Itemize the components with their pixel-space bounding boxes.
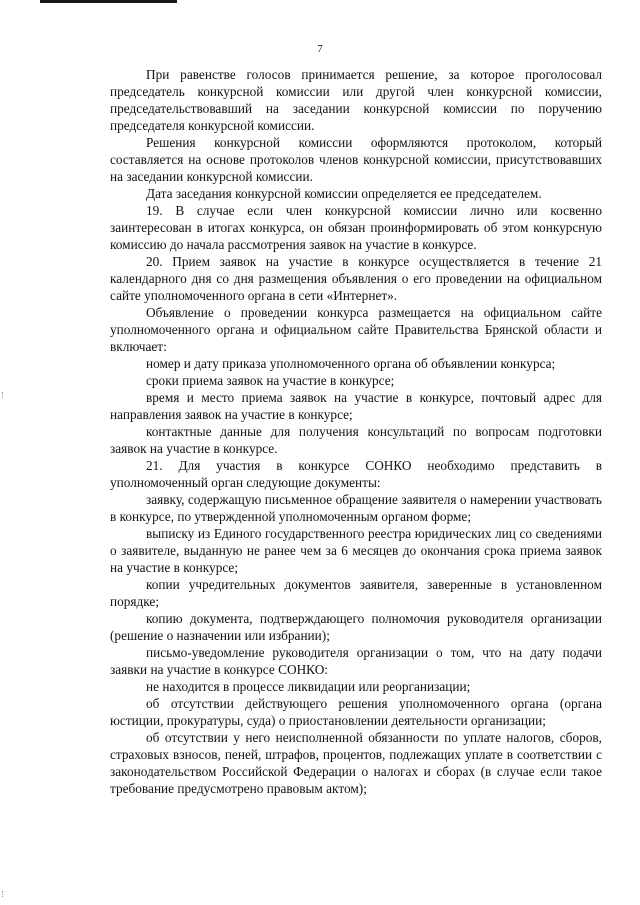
list-item: об отсутствии у него неисполненной обязанности по уплате налогов, сборов, страховых взносов, пеней, штрафов, процентов, подлежащих уплате в соответствии с законодательством Российской Федерации о налогах и сборах (в случае если такое требование предусмотрено правовым актом); xyxy=(110,730,602,796)
paragraph: Дата заседания конкурсной комиссии определяется ее председателем. xyxy=(146,186,542,201)
list-item: не находится в процессе ликвидации или реорганизации; xyxy=(146,679,471,694)
list-item: об отсутствии действующего решения уполномоченного органа (органа юстиции, прокуратуры, суда) о приостановлении деятельности организации; xyxy=(110,696,602,728)
paragraph-item-19: 19. В случае если член конкурсной комиссии лично или косвенно заинтересован в итогах конкурса, он обязан проинформировать об этом конкурсную комиссию до начала рассмотрения заявок на участие в конкурсе. xyxy=(110,203,602,252)
list-item: время и место приема заявок на участие в конкурсе, почтовый адрес для направления заявок на участие в конкурсе; xyxy=(110,390,602,422)
list-item: письмо-уведомление руководителя организации о том, что на дату подачи заявки на участие в конкурсе СОНКО: xyxy=(110,645,602,677)
paragraph: Решения конкурсной комиссии оформляются протоколом, который составляется на основе протоколов членов конкурсной комиссии, присутствовавших на заседании конкурсной комиссии. xyxy=(110,135,602,184)
paragraph-item-20: 20. Прием заявок на участие в конкурсе осуществляется в течение 21 календарного дня со дня размещения объявления о его проведении на официальном сайте уполномоченного органа в сети «Интернет». xyxy=(110,254,602,303)
margin-mark xyxy=(2,392,6,398)
document-body xyxy=(110,66,602,797)
list-item: заявку, содержащую письменное обращение заявителя о намерении участвовать в конкурсе, по утвержденной уполномоченным органом форме; xyxy=(110,492,602,524)
list-item: контактные данные для получения консультаций по вопросам подготовки заявок на участие в конкурсе. xyxy=(110,424,602,456)
list-item: выписку из Единого государственного реестра юридических лиц со сведениями о заявителе, выданную не ранее чем за 6 месяцев до окончания срока приема заявок на участие в конкурсе; xyxy=(110,526,602,575)
list-item: копии учредительных документов заявителя, заверенные в установленном порядке; xyxy=(110,577,602,609)
list-item: номер и дату приказа уполномоченного органа об объявлении конкурса; xyxy=(146,356,556,371)
list-item: сроки приема заявок на участие в конкурсе; xyxy=(146,373,395,388)
paragraph: Объявление о проведении конкурса размещается на официальном сайте уполномоченного органа и официальном сайте Правительства Брянской области и включает: xyxy=(110,305,602,354)
list-item: копию документа, подтверждающего полномочия руководителя организации (решение о назначении или избрании); xyxy=(110,611,602,643)
paragraph-item-21: 21. Для участия в конкурсе СОНКО необходимо представить в уполномоченный орган следующие документы: xyxy=(110,458,602,490)
page-number: 7 xyxy=(317,43,323,55)
paragraph: При равенстве голосов принимается решение, за которое проголосовал председатель конкурсной комиссии или другой член конкурсной комиссии, председательствовавший на заседании конкурсной комиссии по поручению председателя конкурсной комиссии. xyxy=(110,67,602,133)
margin-mark xyxy=(2,891,6,897)
top-border-line xyxy=(40,0,177,3)
